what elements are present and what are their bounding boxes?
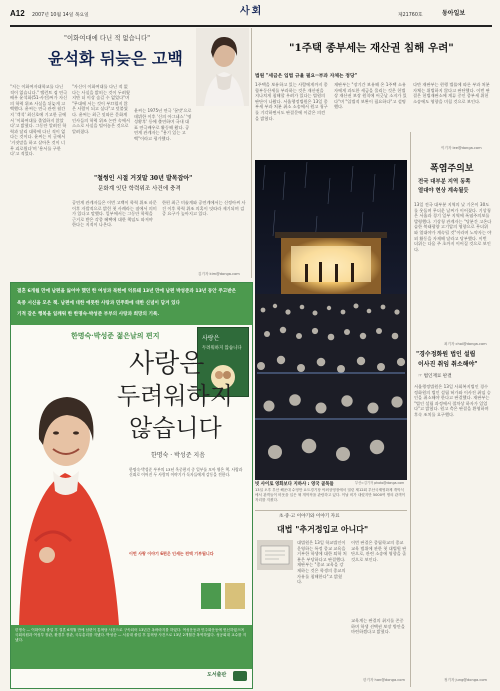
festival-photo bbox=[255, 160, 407, 480]
story-tax bbox=[255, 28, 492, 158]
story-headline: 윤석화 뒤늦은 고백 bbox=[48, 49, 183, 68]
ad-intro-1: 결혼 6개월 만에 남편을 잃어야 했던 한 여성과 북한에 억류돼 13년 만에 남편 박성준과 13년 동안 주고받은 bbox=[17, 289, 237, 294]
festival-image bbox=[255, 160, 407, 480]
story-body-d bbox=[257, 574, 293, 680]
story-welfare bbox=[414, 352, 492, 687]
story-heat bbox=[414, 160, 492, 350]
story-body: 13일 전국 대부분 지역의 낮 기온이 30도를 웃돌며 무더운 날씨가 이어졌다. 기상청은 서울과 경기 일부 지역에 폭염주의보를 발령했다. 기상청 관계자는 "당분간 고온다습한 북태평양 고기압의 영향으로 무더위와 열대야가 계속될 것"이라며 노약자는 야외 활동을 자제해 달라고 당부했다. 이번 더위는 다음 주 초까지 이어질 것으로 보인다. bbox=[414, 202, 492, 252]
issue-reference: 제21760호 bbox=[398, 13, 423, 18]
book-thumb-2 bbox=[225, 583, 245, 609]
story-col-1: "저는 이화여자대학교를 다닌 적이 없습니다." 탤런트 겸 연극배우 윤석화(51·사진)씨가 자신의 학력 위조 사실을 뒤늦게 고백했다. 윤씨는 연극 관련 월간지 '객석' 최신호에 기고한 글에서 '이화여대를 졸업하지 않았다'고 밝혔다. 그동안 알려진 학력과 달리 대학에 다닌 적이 없다는 것이다. 윤씨는 이 글에서 '거짓말을 하고 살아온 것이 너무 괴로웠다'며 '용서를 구한다'고 적었다. bbox=[10, 84, 68, 157]
author-photo bbox=[13, 345, 123, 625]
ad-promo: 한명숙·박성준 부부의 13년 옥중편지 중 일부를 모아 엮은 책. 사랑과 신뢰로 이어진 두 사람의 이야기가 독자들에게 감동을 전한다. bbox=[129, 467, 243, 477]
thumbnail-image bbox=[257, 540, 293, 570]
ad-title-3: 않습니다 bbox=[129, 414, 222, 442]
author-image bbox=[13, 345, 123, 625]
ad-bio-text: 한명숙 — 이화여대 졸업 후 결혼 6개월 만에 남편이 통혁당 사건으로 구속되어 13년간 옥바라지를 하였다. 여성운동과 민주화운동에 헌신하였으며 국회의원과 여성부 장관, 환경부 장관, 국무총리를 지냈다. 박성준 — 서울대 졸업 후 통혁당 사건으로 13년 2개월간 복역하였다. 성공회대 교수를 지냈다. bbox=[15, 628, 247, 642]
story-subhead-1: "철썽인 시절 거짓말 30년 발목잡아" bbox=[94, 175, 193, 182]
page-header bbox=[10, 8, 492, 24]
ad-authors: 한명숙 · 박성준 지음 bbox=[151, 452, 205, 459]
portrait-image bbox=[196, 28, 249, 106]
ad-intro-3: 기적 같은 행복을 일깨워 한 한명숙·박성준 부부의 사랑과 희망의 기록. bbox=[17, 312, 160, 317]
story-byline: 최기자 choi@donga.com bbox=[444, 342, 487, 346]
story-yoon bbox=[10, 28, 249, 280]
ad-title-1: 사랑은 bbox=[129, 349, 205, 379]
story-byline: 이기자 lee@donga.com bbox=[441, 146, 482, 150]
story-col-4: 공연계 관계자들은 이번 고백이 학력 위조 파문 이후 자발적으로 밝힌 첫 사례라는 점에서 의미가 있다고 말했다. 일부에서는 그동안 학력을 근거로 받은 각종 혜택에 대한 책임도 따져야 한다는 지적이 나온다. bbox=[72, 200, 157, 228]
ad-intro-2: 옥중 서신을 모은 책. 남편에 대한 애틋한 사랑과 민주화에 대한 신념이 담겨 있다 bbox=[17, 301, 180, 306]
story-headline: "1주택 종부세는 재산권 침해 우려" bbox=[289, 42, 454, 54]
story-col-3: 윤씨는 1975년 연극 '꿀맛'으로 데뷔한 이후 '신의 아그네스' '명성황후' 등에 출연하며 국내 대표 연극배우로 활동해 왔다. 공연계 관계자는 "용기 있는 고백"이라고 평가했다. bbox=[134, 108, 192, 141]
story-kicker: "이화여대에 다닌 적 없습니다" bbox=[64, 34, 151, 42]
story-body-b: 재판부는 "장기간 보유해 온 1주택 소유자에게 과도한 세금을 물리는 것은 헌법상 재산권 보장 원칙에 어긋날 소지가 있다"며 "입법적 보완이 필요하다"고 설명했다. bbox=[334, 82, 407, 110]
page-number: A12 bbox=[10, 9, 25, 18]
ad-bio-bar bbox=[11, 625, 252, 669]
column-divider bbox=[251, 28, 252, 278]
cover-title-bottom: 두려워하지 않습니다 bbox=[202, 346, 242, 351]
story-byline: 한기자 han@donga.com bbox=[363, 678, 405, 682]
publisher-logo bbox=[233, 671, 247, 681]
story-subhead-1: 전국 대부분 지역 동쪽 bbox=[418, 179, 471, 185]
story-body-c: 교육계는 판결의 취지를 존중하며 학생 선택권 보장 방안을 마련하겠다고 밝혔다. bbox=[351, 618, 405, 635]
story-subhead-2: 열대야 현상 계속될듯 bbox=[418, 188, 469, 194]
issue-date: 2007년 10월 14일 목요일 bbox=[32, 13, 89, 18]
story-col-2: "자신이 이화여대를 다닌 적 없다는 사실을 밝히는 것이 두려웠지만 더 이상 숨길 수 없었다"며 "무대에 서는 것이 부끄럽지 않은 사람이 되고 싶다"고 덧붙였다. 윤씨는 최근 잇따른 문화계 인사들의 학력 위조 논란 속에서 스스로 사실을 털어놓은 것으로 알려졌다. bbox=[72, 84, 130, 134]
story-body: 서울행정법원은 13일 사회복지법인 경수정화원의 법인 설립 허가와 이사진 취임 승인을 취소해야 한다고 판결했다. 재판부는 "법인 설립 과정에서 절차상 하자가 있었다"고 밝혔다. 원고 측은 판결을 환영하며 후속 조치를 요구했다. bbox=[414, 384, 491, 417]
story-body-a: 1주택을 보유하고 있는 사람에게까지 종합부동산세를 부과하는 것은 재산권을 지나치게 침해할 우려가 있다는 법원의 판단이 나왔다. 서울행정법원은 13일 종부세 부과 처분 취소 소송에서 원고 청구를 기각하면서도 판결문에 이같은 의견을 밝혔다. bbox=[255, 82, 328, 121]
story-headline-1: "경수정화원 법인 설립 bbox=[416, 351, 476, 358]
photo-caption bbox=[255, 482, 407, 508]
story-body-b: 이번 판결은 종립학교의 종교 교육 범위에 관한 첫 대법원 판단으로, 관련 소송에 영향을 줄 것으로 보인다. bbox=[351, 540, 407, 562]
book-thumb-1 bbox=[201, 583, 221, 609]
story-headline: 폭염주의보 bbox=[430, 164, 474, 174]
story-headline: 대법 "추거정입교 아니다" bbox=[277, 524, 369, 534]
caption-text: 13일 오후 부산 해운대 수영만 요트경기장 야외상영장에서 열린 제12회 부산국제영화제 개막식에서 관객들이 비옷을 입은 채 개막작을 관람하고 있다. 이날 비가 내렸지만 5000여 명의 관객이 자리를 지켰다. bbox=[255, 488, 406, 502]
caption-credit: 부산=김기자 photo@donga.com bbox=[355, 481, 405, 485]
story-headline-2: 이사진 취임 취소해야" bbox=[418, 361, 478, 368]
ad-title-2: 두려워하지 bbox=[117, 382, 233, 410]
story-col-5: 한편 최근 미술계와 공연계에서는 신정아씨 사건 이후 학력 위조 의혹이 잇따라 제기되며 검증 요구가 높아지고 있다. bbox=[162, 200, 246, 217]
ad-banner bbox=[11, 283, 252, 325]
story-school bbox=[255, 510, 407, 687]
story-subhead-2: 문화계 잇단 학력위조 사건에 충격 bbox=[98, 186, 181, 192]
paper-name: 동아일보 bbox=[442, 11, 466, 17]
section-title: 사회 bbox=[240, 6, 264, 17]
ad-kicker: 한명숙·박성준 젊은날의 편지 bbox=[71, 331, 160, 340]
story-subhead: 법원 "세금은 입법 규율 필요··부과 자체는 정당" bbox=[255, 74, 358, 79]
story-byline: 정기자 jung@donga.com bbox=[444, 678, 488, 682]
portrait-photo bbox=[196, 28, 249, 106]
book-advertisement bbox=[10, 282, 253, 689]
ad-publisher: 도서출판 bbox=[207, 672, 227, 678]
story-byline: 김기자 kim@donga.com bbox=[198, 272, 240, 276]
story-subhead: ☞ 법인재료 판결 bbox=[418, 374, 452, 379]
column-divider bbox=[410, 132, 411, 687]
story-body-c: 다만 재판부는 현행 법률에 따른 부과 처분 자체는 위법하지 않다고 판단했다. 이번 판결은 헌법재판소에 계류 중인 종부세 위헌 소송에도 영향을 미칠 것으로 보인다. bbox=[413, 82, 490, 104]
story-col-3b bbox=[196, 108, 249, 160]
story-top-rule bbox=[255, 510, 407, 511]
header-rule bbox=[10, 25, 492, 27]
caption-title: 빗 사이로 영화보다 지하사 : 영국 골목들 bbox=[255, 482, 334, 487]
story-thumbnail bbox=[257, 540, 293, 570]
ad-notice: 이번 사랑 이야기 6편은 인세는 전액 기부됩니다 bbox=[129, 551, 214, 556]
cover-title-top: 사랑은 bbox=[202, 335, 220, 342]
story-kicker: 초·중·고 이야기와 이야기 자료 bbox=[279, 514, 340, 519]
story-body-a: 대법원은 13일 학교법인이 운영하는 특정 종교 교육을 거부한 학생에 대한 퇴학 처분은 부당하다고 판결했다. 재판부는 "종교 교육을 강제하는 것은 학생의 종교의 자유를 침해한다"고 밝혔다. bbox=[297, 540, 347, 585]
